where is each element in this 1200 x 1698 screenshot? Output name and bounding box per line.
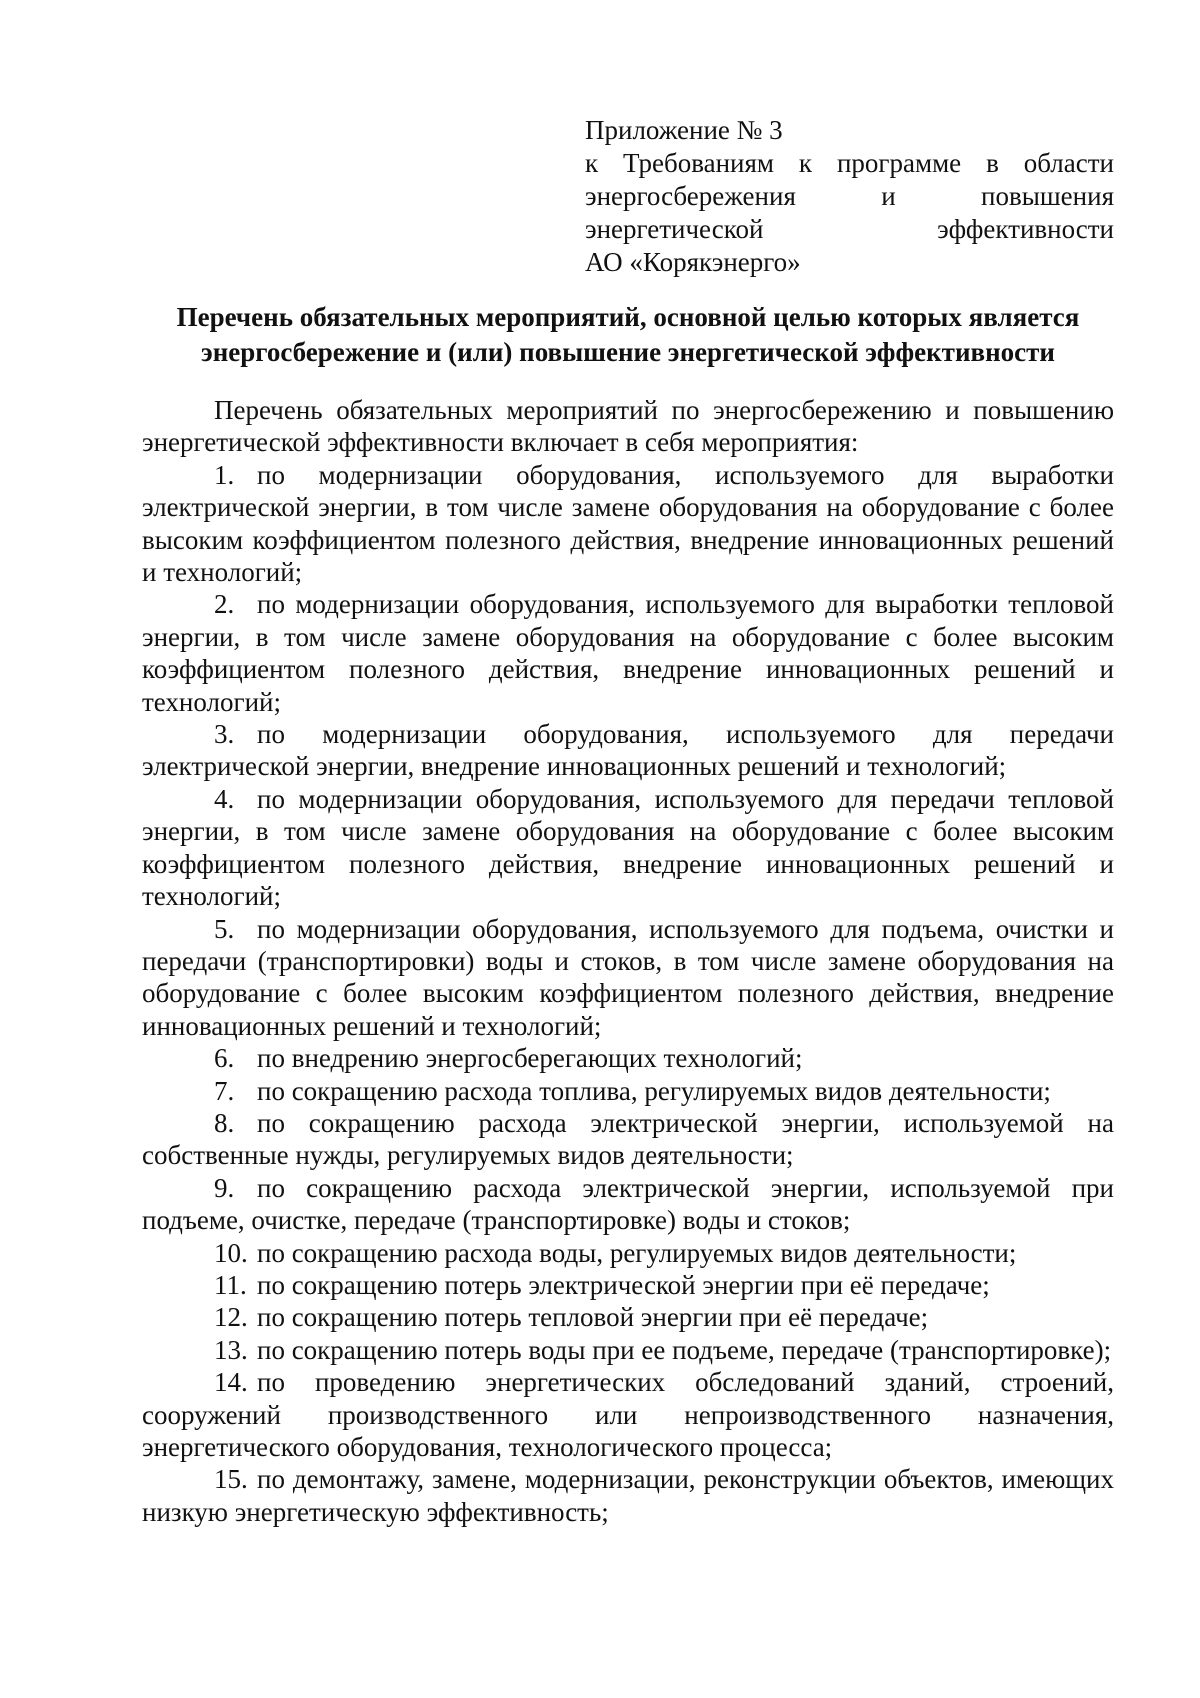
list-item [142,1237,1114,1269]
list-item-text: по проведению энергетических обследований зданий, строений, сооружений производственного или непроизводственного назначения, энергетического оборудования, технологического процесса; [142,1367,1114,1462]
list-item [142,1172,1114,1237]
list-item-text: по модернизации оборудования, используемого для передачи электрической энергии, внедрение инновационных решений и технологий; [142,719,1114,782]
list-item-text: по сокращению расхода электрической энергии, используемой при подъеме, очистке, передаче (транспортировке) воды и стоков; [142,1172,1114,1236]
list-item [142,1042,1114,1074]
appendix-number: Приложение № 3 [585,115,783,145]
list-item-text: по модернизации оборудования, используемого для выработки электрической энергии, в том числе замене оборудования на оборудование с более высоким коэффициентом полезного действия, внедрение инновационных решений и технологий; [142,459,1114,588]
list-item-number: 9. [214,1172,235,1203]
list-item [142,718,1114,783]
list-item-text: по модернизации оборудования, используемого для выработки тепловой энергии, в том числе замене оборудования на оборудование с более высоким коэффициентом полезного действия, внедрение инновационных решений и технологий; [142,589,1114,717]
list-item-text: по сокращению расхода топлива, регулируемых видов деятельности; [257,1075,1051,1106]
document-title-line: Перечень обязательных мероприятий, основной целью которых является [176,302,1080,332]
list-item-number: 4. [214,783,235,814]
list-item-text: по сокращению расхода электрической энергии, используемой на собственные нужды, регулируемых видов деятельности; [142,1107,1114,1171]
list-item-number: 12. [214,1302,248,1333]
list-item-text: по сокращению потерь воды при ее подъеме, передаче (транспортировке); [257,1334,1112,1365]
list-item-number: 6. [214,1043,235,1074]
list-item-number: 5. [214,913,235,944]
list-item [142,459,1114,589]
list-item-text: по сокращению потерь электрической энергии при её передаче; [257,1269,990,1300]
appendix-reference-line: энергосбережения и повышения [585,181,1114,211]
appendix-reference-line: к Требованиям к программе в области [585,148,1114,178]
list-item-number: 11. [214,1269,247,1300]
list-item [142,588,1114,718]
list-item-number: 3. [214,719,235,750]
document-body [142,394,1114,1528]
list-item-number: 10. [214,1237,248,1268]
list-item-text: по демонтажу, замене, модернизации, реконструкции объектов, имеющих низкую энергетическую эффективность; [142,1464,1114,1527]
list-item [142,1301,1114,1333]
list-item-number: 7. [214,1075,235,1106]
appendix-reference-line: энергетической эффективности [585,214,1114,244]
list-item-text: по внедрению энергосберегающих технологий; [257,1043,803,1074]
list-item-text: по сокращению расхода воды, регулируемых видов деятельности; [257,1237,1017,1268]
intro-paragraph: Перечень обязательных мероприятий по энергосбережению и повышению энергетической эффективности включает в себя мероприятия: [142,395,1114,458]
list-item [142,1463,1114,1528]
list-item [142,1269,1114,1301]
list-item-text: по сокращению потерь тепловой энергии при её передаче; [257,1302,929,1333]
list-item-text: по модернизации оборудования, используемого для подъема, очистки и передачи (транспортировки) воды и стоков, в том числе замене оборудования на оборудование с более высоким коэффициентом полезного действия, внедрение инновационных решений и технологий; [142,913,1114,1041]
appendix-header [585,114,1114,279]
list-item [142,1334,1114,1366]
list-item-number: 14. [214,1367,248,1398]
list-item-number: 13. [214,1334,248,1365]
list-item [142,913,1114,1043]
list-item-number: 2. [214,589,235,620]
document-title [142,300,1114,370]
document-title-line: энергосбережение и (или) повышение энергетической эффективности [201,337,1055,367]
list-item-number: 8. [214,1107,235,1138]
list-item [142,783,1114,913]
list-item [142,1107,1114,1172]
list-item-text: по модернизации оборудования, используемого для передачи тепловой энергии, в том числе замене оборудования на оборудование с более высоким коэффициентом полезного действия, внедрение инновационных решений и технологий; [142,783,1114,912]
list-item-number: 15. [214,1464,248,1495]
appendix-organization: АО «Корякэнерго» [585,247,801,277]
list-item [142,1075,1114,1107]
list-item [142,1366,1114,1463]
list-item-number: 1. [214,459,235,490]
